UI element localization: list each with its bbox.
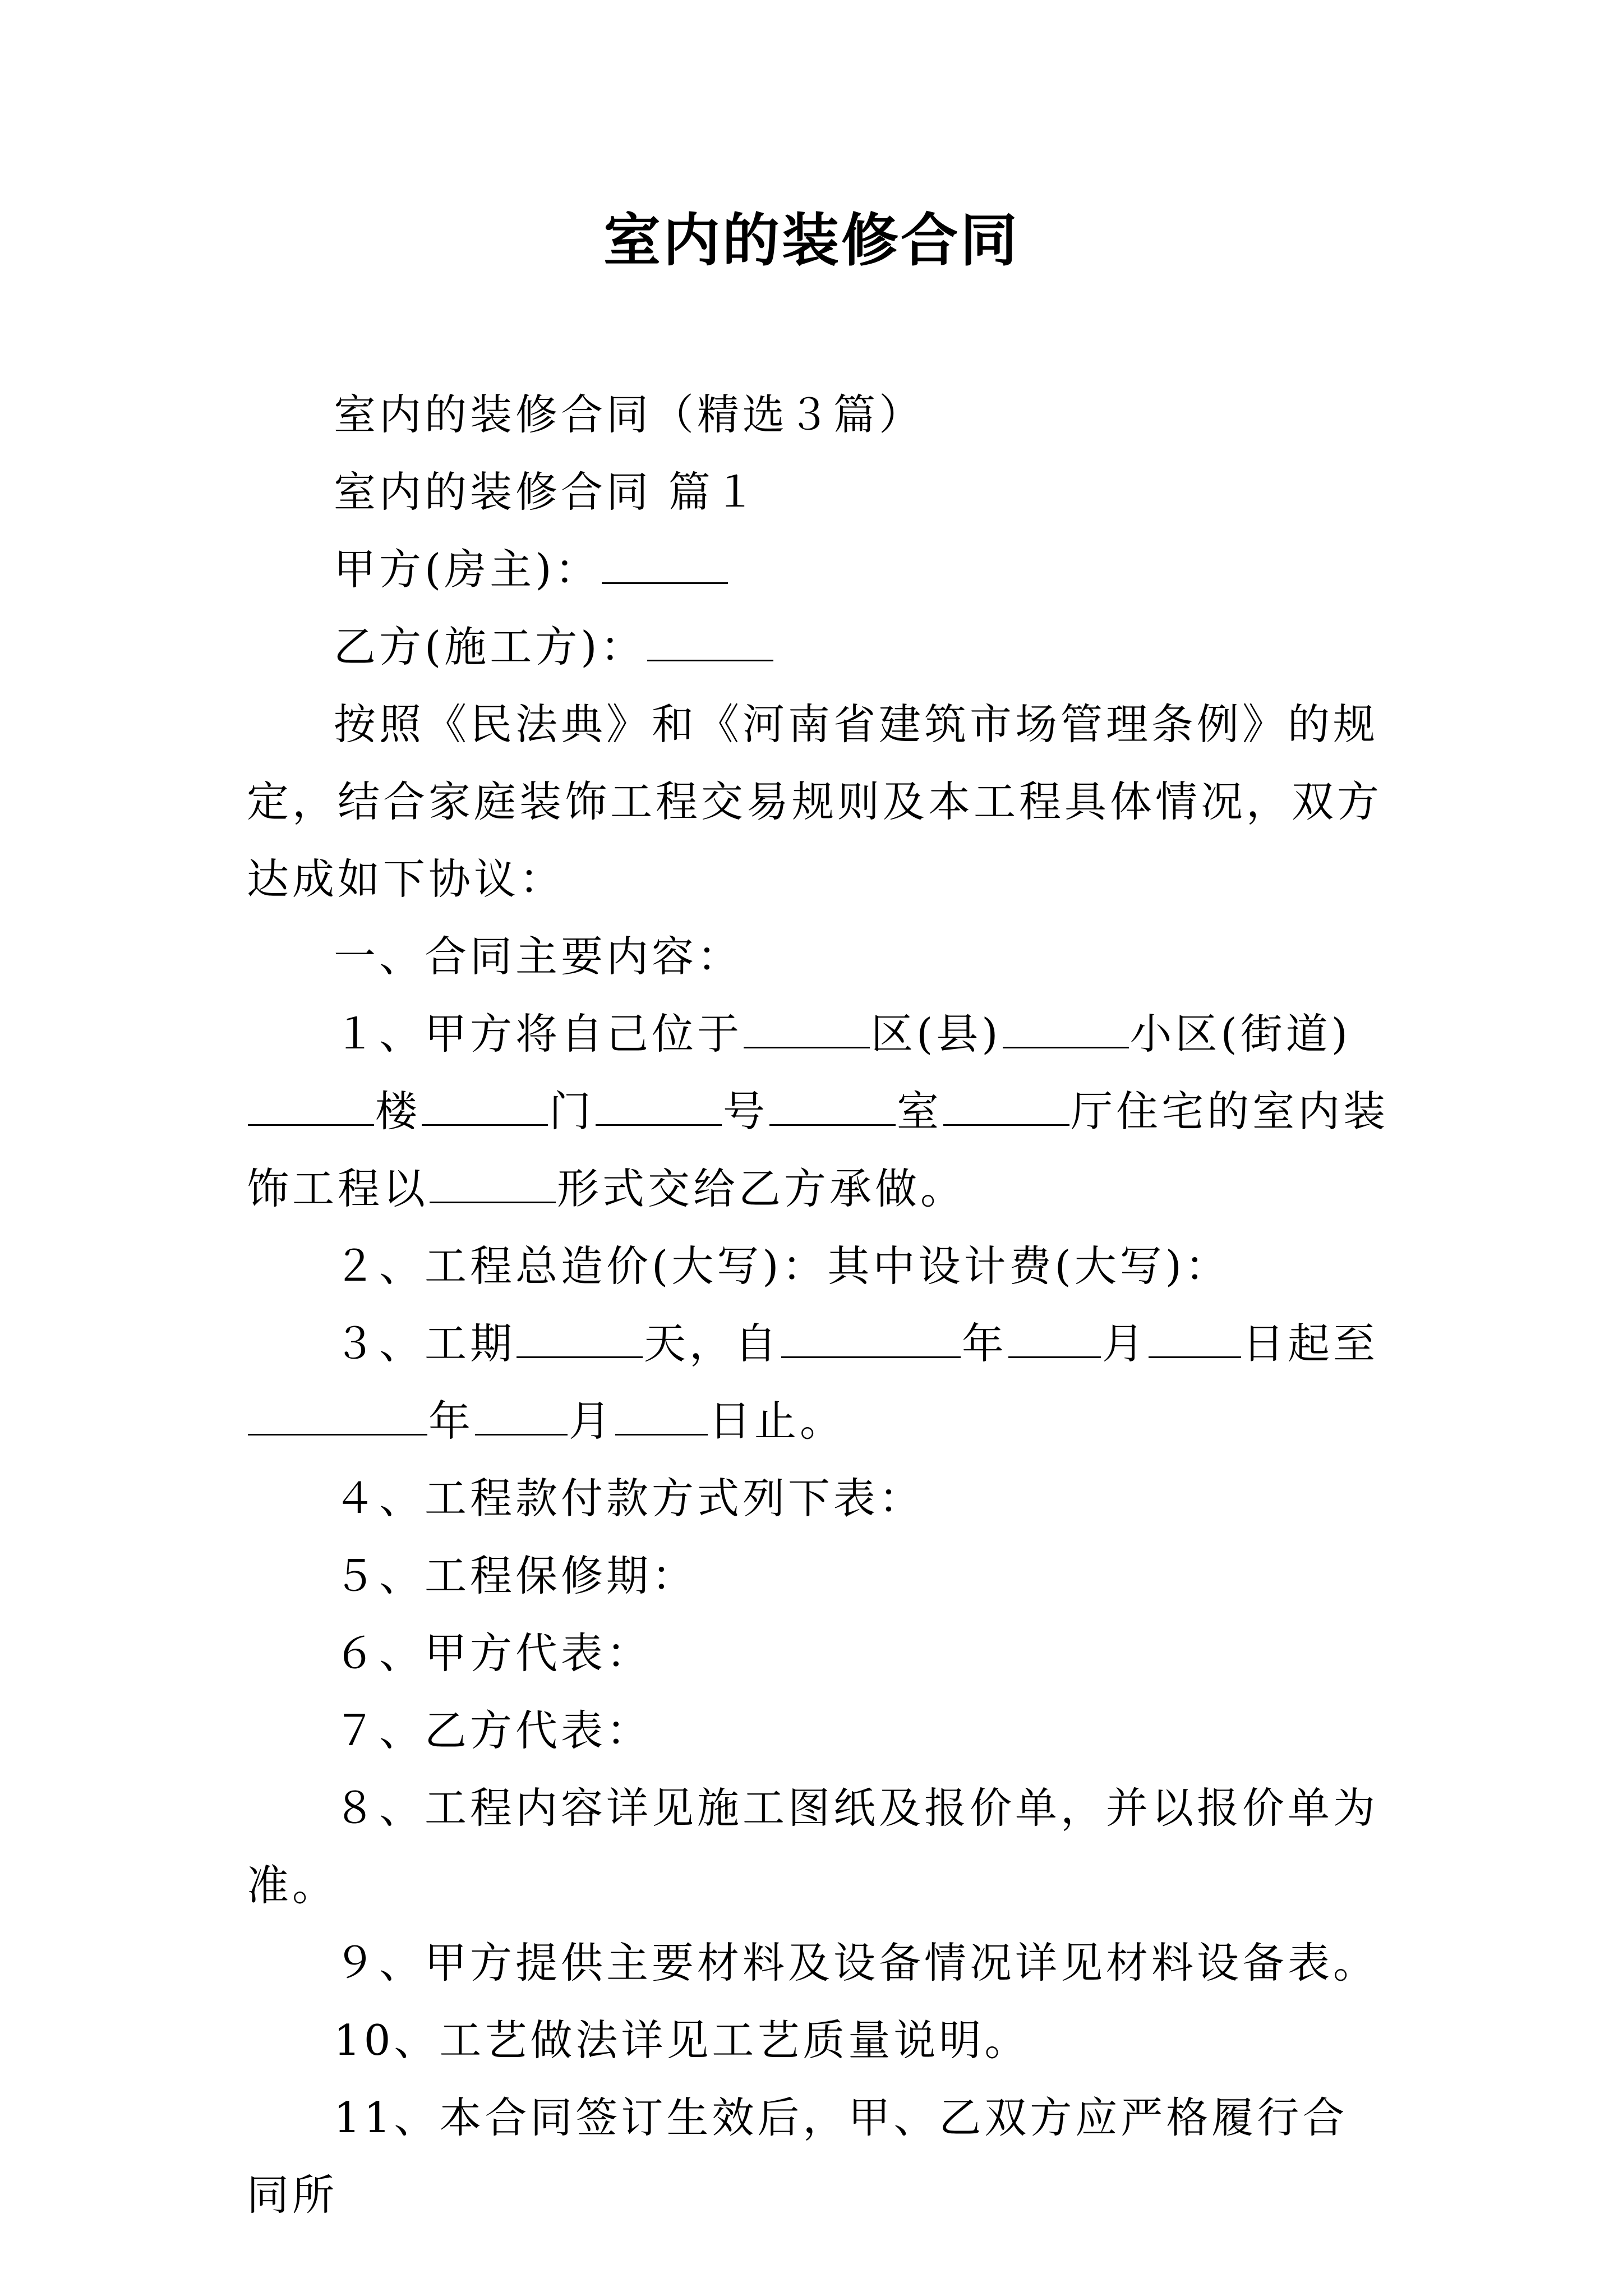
item-1-text: 区(县) (871, 1009, 1002, 1059)
item-3-text: 年 (428, 1396, 474, 1446)
item-3 (247, 1305, 1391, 1460)
item-3-text: 月 (569, 1396, 615, 1446)
item-5: ５、工程保修期： (334, 1551, 698, 1600)
item-3-text: 天，自 (644, 1319, 781, 1368)
party-b-line (247, 608, 1391, 685)
party-b-blank (647, 620, 773, 661)
party-b-label: 乙方(施工方)： (334, 622, 646, 671)
end-day-blank (615, 1395, 708, 1435)
number-blank (596, 1085, 722, 1126)
party-a-line (247, 531, 1391, 608)
item-1-text: 形式交给乙方承做。 (557, 1164, 966, 1213)
start-year-blank (781, 1317, 961, 1358)
item-3-text: 年 (962, 1319, 1008, 1368)
item-3-text: 日止。 (709, 1396, 846, 1446)
item-1-text: 小区(街道) (1129, 1009, 1352, 1059)
document-body (247, 376, 1391, 2234)
item-2: ２、工程总造价(大写)：其中设计费(大写)： (334, 1241, 1231, 1291)
party-a-blank (602, 543, 728, 584)
party-a-label: 甲方(房主)： (334, 545, 601, 594)
item-7: ７、乙方代表： (334, 1706, 652, 1755)
end-year-blank (248, 1395, 427, 1435)
document-title: 室内的装修合同 (603, 208, 1020, 274)
building-blank (248, 1085, 374, 1126)
form-blank (430, 1162, 556, 1203)
item-11: 11、本合同签订生效后，甲、乙双方应严格履行合同所 (247, 2093, 1348, 2220)
item-8: ８、工程内容详见施工图纸及报价单，并以报价单为准。 (247, 1783, 1379, 1910)
item-1 (247, 995, 1391, 1227)
start-day-blank (1149, 1317, 1241, 1358)
end-month-blank (475, 1395, 568, 1435)
item-10: 10、工艺做法详见工艺质量说明。 (334, 2016, 1030, 2065)
item-9: ９、甲方提供主要材料及设备情况详见材料设备表。 (334, 1938, 1379, 1987)
hall-blank (943, 1085, 1069, 1126)
item-1-text: 室 (897, 1087, 943, 1136)
section-heading: 室内的装修合同 篇１ (334, 467, 759, 517)
item-1-text: 号 (723, 1087, 769, 1136)
item-3-text: 月 (1102, 1319, 1148, 1368)
heading-one: 一、合同主要内容： (334, 932, 743, 981)
intro-paragraph: 按照《民法典》和《河南省建筑市场管理条例》的规定，结合家庭装饰工程交易规则及本工程具体情况，双方达成如下协议： (247, 700, 1383, 904)
item-3-text: 日起至 (1242, 1319, 1379, 1368)
start-month-blank (1008, 1317, 1101, 1358)
district-blank (744, 1007, 870, 1048)
item-1-text: 楼 (375, 1087, 421, 1136)
item-1-text: 厅住宅的室内装饰工程以 (247, 1087, 1389, 1213)
unit-blank (422, 1085, 548, 1126)
item-6: ６、甲方代表： (334, 1628, 652, 1678)
community-blank (1003, 1007, 1129, 1048)
item-4: ４、工程款付款方式列下表： (334, 1474, 925, 1523)
room-blank (769, 1085, 896, 1126)
days-blank (517, 1317, 643, 1358)
item-3-text: ３、工期 (334, 1319, 516, 1368)
document-subtitle: 室内的装修合同（精选３篇） (334, 390, 925, 439)
item-1-text: 门 (549, 1087, 595, 1136)
item-1-text: １、甲方将自己位于 (334, 1009, 743, 1059)
